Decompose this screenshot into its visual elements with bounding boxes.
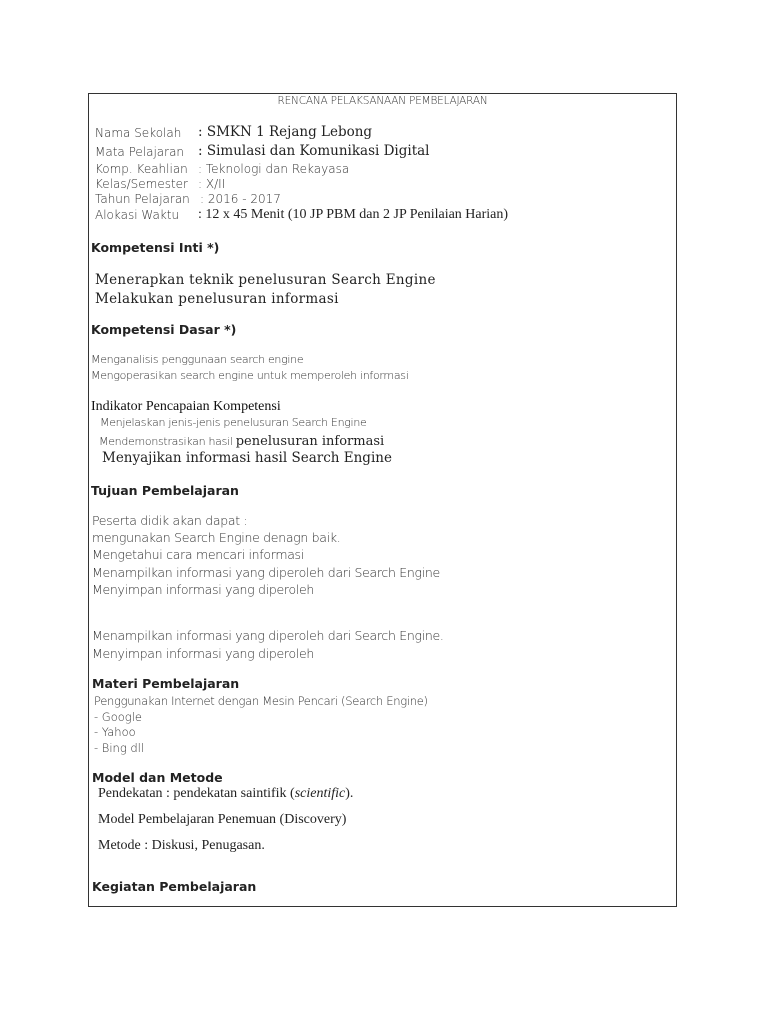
info-label-nama-sekolah: Nama Sekolah [95,126,182,140]
heading-indikator: Indikator Pencapaian Kompetensi [91,399,281,414]
info-label-komp-keahlian: Komp. Keahlian [95,162,188,176]
tujuan-item-1: Peserta didik akan dapat : [92,513,248,528]
info-value-komp-keahlian: : Teknologi dan Rekayasa [198,162,350,176]
tujuan-item-2: mengunakan Search Engine denagn baik. [92,530,341,545]
heading-kegiatan: Kegiatan Pembelajaran [92,879,257,894]
info-label-alokasi-waktu: Alokasi Waktu [95,208,180,222]
info-label-mata-pelajaran: Mata Pelajaran [95,145,185,159]
heading-materi: Materi Pembelajaran [92,676,240,691]
materi-item-3: - Yahoo [94,725,136,739]
tujuan-item-3: Mengetahui cara mencari informasi [92,547,304,562]
materi-item-4: - Bing dll [94,741,145,755]
model-pendekatan-end: ). [345,786,354,801]
tujuan-item-5: Menyimpan informasi yang diperoleh [92,582,314,597]
info-label-kelas-semester: Kelas/Semester [95,177,188,191]
kd-item-1: Menganalisis penggunaan search engine [91,353,304,366]
info-value-mata-pelajaran: : Simulasi dan Komunikasi Digital [198,143,430,159]
tujuan-item-4: Menampilkan informasi yang diperoleh dari Search Engine [92,565,440,580]
model-pendekatan-text: Pendekatan : pendekatan saintifik ( [98,786,295,801]
info-value-nama-sekolah: : SMKN 1 Rejang Lebong [198,124,373,140]
materi-item-1: Penggunakan Internet dengan Mesin Pencari (Search Engine) [94,694,428,708]
ki-item-1: Menerapkan teknik penelusuran Search Engine [95,272,436,288]
heading-kompetensi-inti: Kompetensi Inti *) [91,240,220,255]
ipk-item-2 [99,432,384,450]
kd-item-2: Mengoperasikan search engine untuk memperoleh informasi [91,369,409,382]
ipk-item-2-part-b: penelusuran informasi [235,434,385,449]
ipk-item-3: Menyajikan informasi hasil Search Engine [102,450,392,466]
ki-item-2: Melakukan penelusuran informasi [95,291,339,307]
ipk-item-1: Menjelaskan jenis-jenis penelusuran Search Engine [100,416,367,429]
model-pembelajaran: Model Pembelajaran Penemuan (Discovery) [98,812,347,827]
ipk-item-2-part-a: Mendemonstrasikan hasil [99,435,236,448]
model-pendekatan [98,786,353,802]
materi-item-2: - Google [94,710,142,724]
info-label-tahun-pelajaran: Tahun Pelajaran [95,192,190,206]
info-value-alokasi-waktu: : 12 x 45 Menit (10 JP PBM dan 2 JP Penilaian Harian) [198,207,509,222]
info-value-kelas-semester: : X/II [198,177,226,191]
heading-model-metode: Model dan Metode [92,770,223,785]
heading-kompetensi-dasar: Kompetensi Dasar *) [91,322,237,337]
heading-tujuan: Tujuan Pembelajaran [91,483,239,498]
model-metode: Metode : Diskusi, Penugasan. [98,838,265,853]
model-pendekatan-italic: scientific [294,786,346,801]
tujuan-extra-1: Menampilkan informasi yang diperoleh dari Search Engine. [92,628,444,643]
info-value-tahun-pelajaran: : 2016 - 2017 [200,192,281,206]
document-title: RENCANA PELAKSANAAN PEMBELAJARAN [277,95,488,107]
tujuan-extra-2: Menyimpan informasi yang diperoleh [92,646,314,661]
